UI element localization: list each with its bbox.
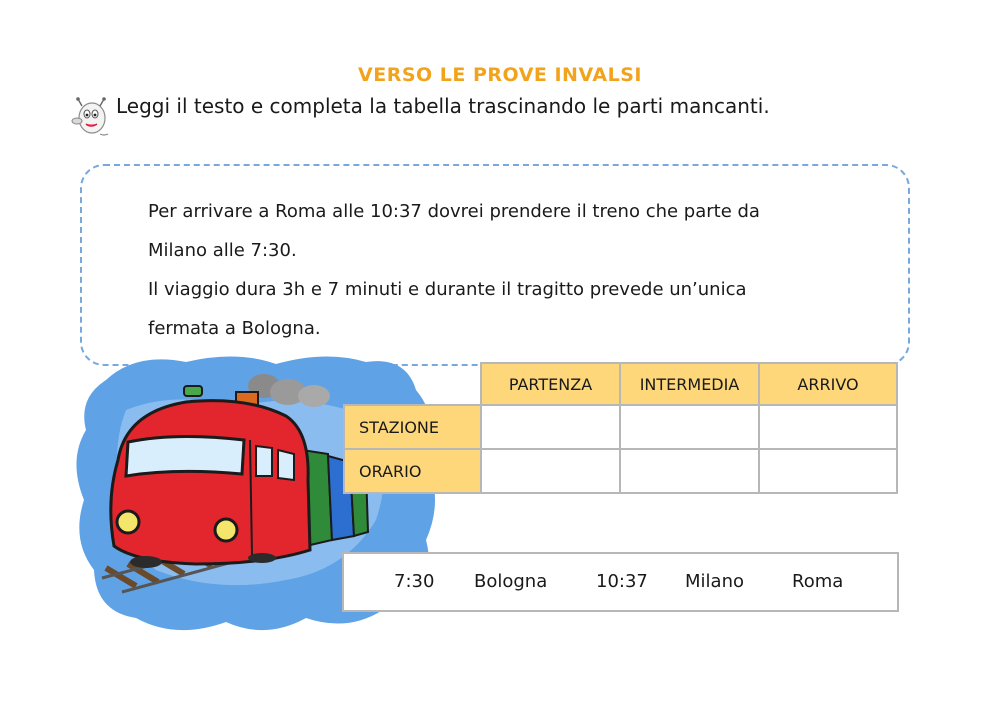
draggable-answer[interactable]: 7:30	[394, 571, 435, 592]
row-header-orario: ORARIO	[343, 448, 482, 494]
drop-slot-orario-arrivo[interactable]	[758, 448, 898, 494]
text-line: Il viaggio dura 3h e 7 minuti e durante il tragitto prevede un’unica	[148, 279, 747, 300]
draggable-answer[interactable]: Bologna	[474, 571, 548, 592]
draggable-answer[interactable]: Milano	[685, 571, 744, 592]
answer-bank	[342, 552, 899, 612]
text-line: fermata a Bologna.	[148, 318, 321, 339]
draggable-answer[interactable]: 10:37	[596, 571, 648, 592]
drop-slot-stazione-partenza[interactable]	[480, 404, 621, 450]
drop-slot-stazione-arrivo[interactable]	[758, 404, 898, 450]
draggable-answer[interactable]: Roma	[792, 571, 844, 592]
text-line: Per arrivare a Roma alle 10:37 dovrei prendere il treno che parte da	[148, 201, 760, 222]
drop-slot-orario-partenza[interactable]	[480, 448, 621, 494]
column-header-partenza: PARTENZA	[480, 362, 621, 406]
column-header-arrivo: ARRIVO	[758, 362, 898, 406]
text-line: Milano alle 7:30.	[148, 240, 297, 261]
reading-text-box	[80, 164, 910, 366]
row-header-stazione: STAZIONE	[343, 404, 482, 450]
drop-slot-stazione-intermedia[interactable]	[619, 404, 760, 450]
drop-slot-orario-intermedia[interactable]	[619, 448, 760, 494]
column-header-intermedia: INTERMEDIA	[619, 362, 760, 406]
instruction-text: Leggi il testo e completa la tabella trascinando le parti mancanti.	[116, 94, 770, 118]
page-title: VERSO LE PROVE INVALSI	[358, 64, 642, 86]
mascot-icon	[68, 94, 112, 138]
